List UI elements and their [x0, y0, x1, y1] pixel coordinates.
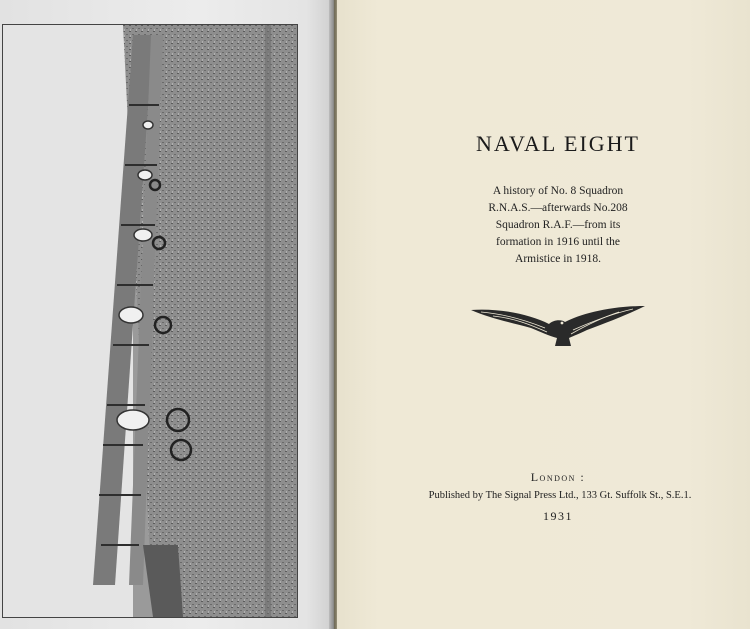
subtitle-line: formation in 1916 until the [496, 236, 620, 248]
subtitle-line: Squadron R.A.F.—from its [495, 219, 621, 231]
subtitle-line: Armistice in 1918. [515, 253, 601, 265]
book-subtitle [470, 183, 646, 268]
book-title: NAVAL EIGHT [476, 131, 640, 156]
imprint-city: London : [530, 470, 586, 484]
imprint-year: 1931 [543, 509, 573, 523]
subtitle-line: A history of No. 8 Squadron [492, 185, 624, 197]
left-page [0, 0, 333, 629]
imprint-publisher: Published by The Signal Press Ltd., 133 Gt. Suffolk St., S.E.1. [428, 490, 692, 501]
subtitle-line: R.N.A.S.—afterwards No.208 [488, 202, 628, 214]
raf-eagle-icon [469, 302, 647, 350]
frontispiece-photo [2, 24, 298, 618]
biplanes-lined-up-photograph [3, 25, 297, 617]
